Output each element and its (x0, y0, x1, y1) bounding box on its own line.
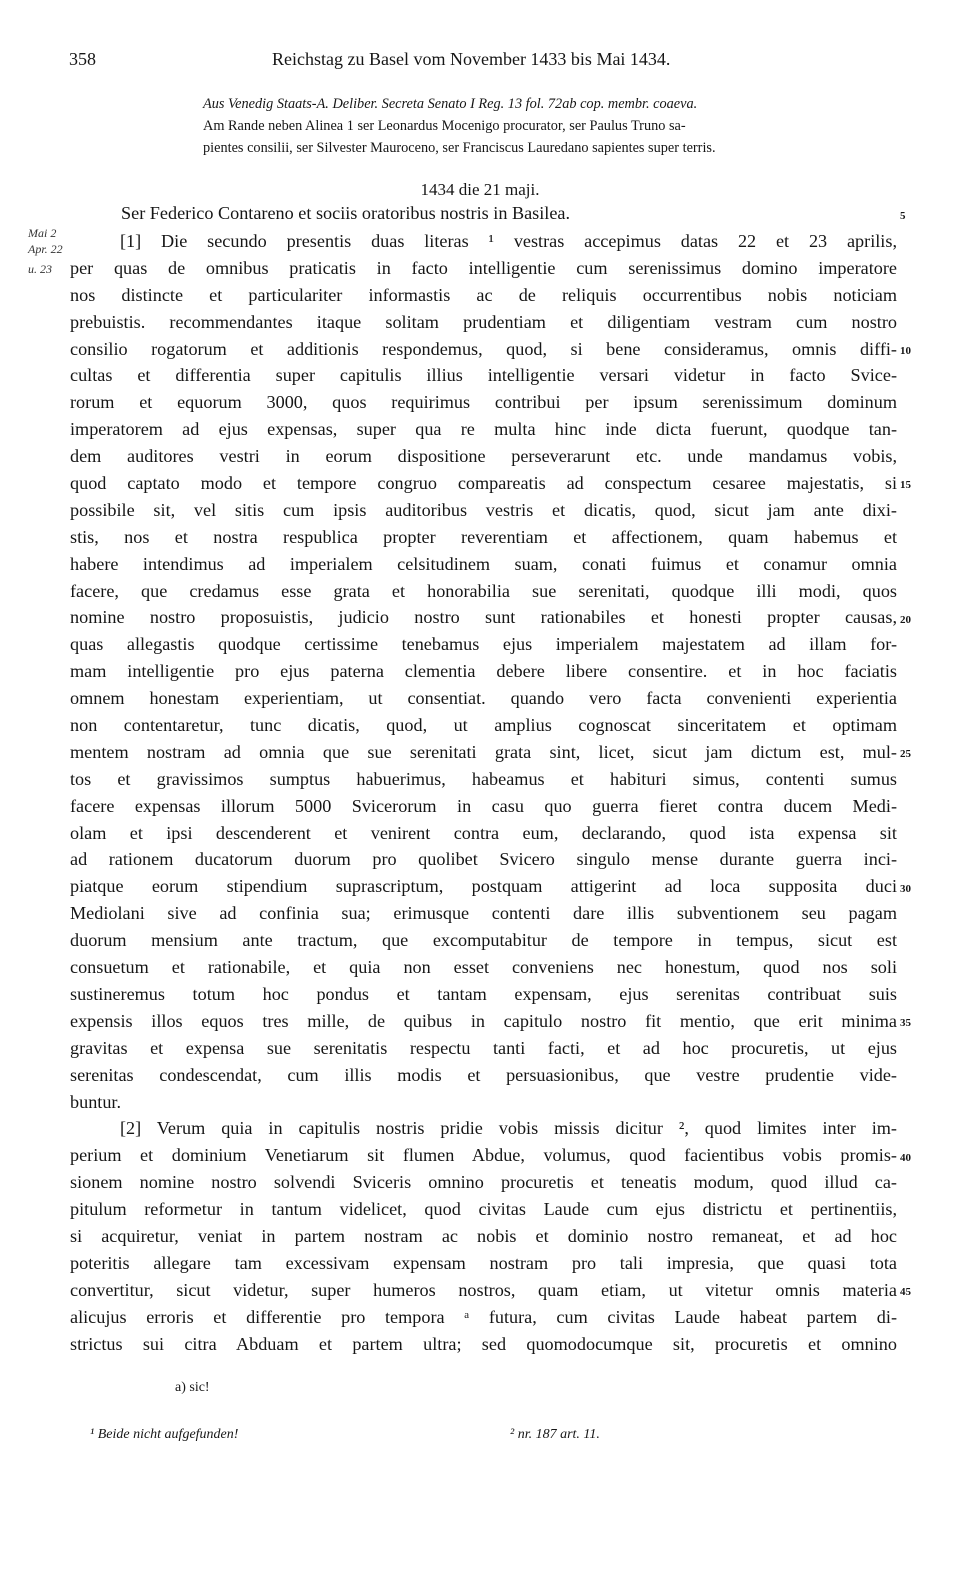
text-line: per quas de omnibus praticatis in facto intelligentie cum serenissimus domino imperatore (70, 257, 897, 278)
source-note-line: pientes consilii, ser Silvester Mauroceno, ser Franciscus Lauredano sapientes super terris. (203, 140, 716, 156)
text-line: quas allegastis quodque certissime tenebamus ejus imperialem majestatem ad illam for- (70, 634, 897, 655)
text-line: ad rationem ducatorum duorum pro quolibet Svicero singulo mense durante guerra inci- (70, 849, 897, 870)
text-line: habere intendimus ad imperialem celsitudinem suam, conati fuimus et conamur omnia (70, 553, 897, 574)
text-line: facere, que credamus esse grata et honorabilia sue serenitati, quodque illi modi, quos (70, 580, 897, 601)
running-title: Reichstag zu Basel vom November 1433 bis Mai 1434. (272, 49, 671, 69)
line-number: 20 (900, 614, 911, 626)
text-line: gravitas et expensa sue serenitatis respectu tanti facti, et ad hoc procuretis, ut ejus (70, 1037, 897, 1058)
text-line: facere expensas illorum 5000 Svicerorum in casu quo guerra fieret contra ducem Medi- (70, 795, 897, 816)
text-line: [1] Die secundo presentis duas literas ¹ vestras accepimus datas 22 et 23 aprilis, (120, 231, 897, 251)
text-line: sionem nomine nostro solvendi Sviceris omnino procuretis et teneatis modum, quod illud ca- (70, 1172, 897, 1193)
line-number: 30 (900, 883, 911, 895)
text-line: pitulum reformetur in tantum videlicet, quod civitas Laude cum ejus districtu et pertinentiis, (70, 1199, 897, 1220)
line-number: 25 (900, 748, 911, 760)
text-line: [2] Verum quia in capitulis nostris pridie vobis missis dicitur ², quod limites inter im- (120, 1118, 897, 1139)
dateline: 1434 die 21 maji. (420, 180, 540, 199)
text-line: duorum mensium ante tractum, que excomputabitur de tempore in tempus, sicut est (70, 930, 897, 951)
text-line: Mediolani sive ad confinia sua; erimusque contenti dare illis subventionem seu pagam (70, 903, 897, 924)
text-line: imperatorem ad ejus expensas, super qua re multa hinc inde dicta fuerunt, quodque tan- (70, 419, 897, 440)
text-line: strictus sui citra Abduam et partem ultra; sed quomodocumque sit, procuretis et omnino (70, 1333, 897, 1354)
text-line: nomine nostro proposuistis, judicio nostro sunt rationabiles et honesti propter causas, (70, 607, 897, 628)
text-line: poteritis allegare tam excessivam expensam nostram pro tali impresia, que quasi tota (70, 1252, 897, 1273)
text-line: perium et dominium Venetiarum sit flumen Abdue, volumus, quod facientibus vobis promis- (70, 1145, 897, 1166)
text-line: tos et gravissimos sumptus habuerimus, habeamus et habituri simus, contenti sumus (70, 768, 897, 789)
address-line: Ser Federico Contareno et sociis oratoribus nostris in Basilea. (121, 203, 571, 223)
text-line: mam intelligentie pro ejus paterna clementia debere libere consentire. et in hoc faciatis (70, 661, 897, 682)
text-line: si acquiretur, veniat in partem nostram ac nobis et dominio nostro remaneat, et ad hoc (70, 1225, 897, 1246)
source-note (203, 93, 903, 159)
source-note-line: Am Rande neben Alinea 1 ser Leonardus Mocenigo procurator, ser Paulus Truno sa- (203, 118, 686, 134)
text-line: convertitur, sicut videtur, super humeros nostros, quam etiam, ut vitetur omnis materia (70, 1279, 897, 1300)
text-line: piatque eorum stipendium suprascriptum, postquam attigerint ad loca supposita duci (70, 876, 897, 897)
text-line: possibile sit, vel sitis cum ipsis auditoribus vestris et dicatis, quod, sicut jam ante dixi- (70, 499, 897, 520)
text-line: dem auditores vestri in eorum dispositione perseverarunt etc. unde mandamus vobis, (70, 446, 897, 467)
line-number: 10 (900, 345, 911, 357)
text-line: nos distincte et particulariter informastis ac de reliquis occurrentibus nobis noticiam (70, 284, 897, 305)
line-number: 15 (900, 479, 911, 491)
text-line: prebuistis. recommendantes itaque solitam prudentiam et diligentiam vestram cum nostro (70, 311, 897, 332)
text-line: rorum et equorum 3000, quos requirimus contribui per ipsum serenissimum dominum (70, 392, 897, 413)
margin-date-note: u. 23 (28, 262, 52, 276)
text-line: cultas et differentia super capitulis illius intelligentie versari videtur in facto Svice- (70, 365, 897, 386)
text-line: expensis illos equos tres mille, de quibus in capitulo nostro fit mentio, que erit minima (70, 1010, 897, 1031)
text-line: mentem nostram ad omnia que sue serenitati grata sint, licet, sicut jam dictum est, mul- (70, 741, 897, 762)
text-line: consuetum et rationabile, et quia non esset conveniens nec honestum, quod nos soli (70, 957, 897, 978)
line-number: 35 (900, 1017, 911, 1029)
text-line: quod captato modo et tempore congruo compareatis ad conspectum cesaree majestatis, si (70, 473, 897, 494)
footnote: ¹ Beide nicht aufgefunden! (90, 1427, 239, 1442)
text-line: non contentaretur, tunc dicatis, quod, ut amplius cognoscat sinceritatem et optimam (70, 715, 897, 736)
text-line: alicujus erroris et differentie pro tempora ᵃ futura, cum civitas Laude habeat partem di- (70, 1306, 897, 1327)
text-line: buntur. (70, 1091, 122, 1112)
source-note-line: Aus Venedig Staats-A. Deliber. Secreta Senato I Reg. 13 fol. 72ab cop. membr. coaeva. (203, 96, 698, 112)
margin-date-note: Apr. 22 (28, 242, 63, 256)
text-line: sustineremus totum hoc pondus et tantam expensam, ejus serenitas contribuat suis (70, 983, 897, 1004)
text-line: consilio rogatorum et additionis respondemus, quod, si bene consideramus, omnis diffi- (70, 338, 897, 359)
text-line: olam et ipsi descenderent et venirent contra eum, declarando, quod ista expensa sit (70, 822, 897, 843)
footnote: ² nr. 187 art. 11. (510, 1427, 600, 1442)
body-text (70, 228, 897, 1357)
margin-date-note: Mai 2 (28, 226, 57, 240)
text-line: stis, nos et nostra respublica propter reverentiam et affectionem, quam habemus et (70, 526, 897, 547)
line-number: 5 (900, 210, 906, 222)
text-line: serenitas condescendat, cum illis modis et persuasionibus, que vestre prudentie vide- (70, 1064, 897, 1085)
text-line: omnem honestam experientiam, ut consentiat. quando vero facta convenienti experientia (70, 688, 897, 709)
line-number: 45 (900, 1286, 911, 1298)
textual-footnote: a) sic! (175, 1380, 210, 1395)
page-number: 358 (69, 49, 96, 69)
line-number: 40 (900, 1152, 911, 1164)
